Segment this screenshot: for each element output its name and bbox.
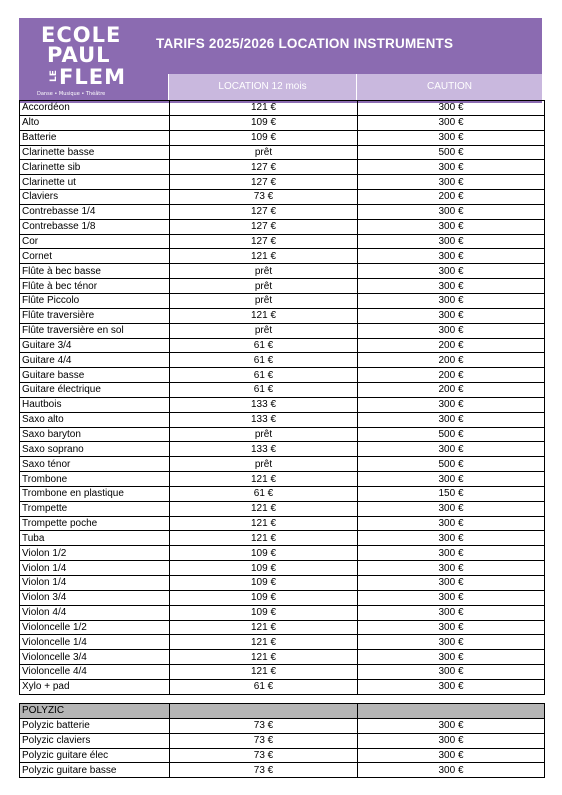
caution-price: 300 € [358, 546, 545, 561]
location-price: 127 € [170, 219, 358, 234]
location-price: 61 € [170, 383, 358, 398]
location-price: 109 € [170, 546, 358, 561]
location-price: 61 € [170, 679, 358, 694]
instrument-name: Violoncelle 3/4 [20, 650, 170, 665]
location-price: 127 € [170, 204, 358, 219]
instrument-name: Polyzic guitare élec [20, 748, 170, 763]
table-row [20, 145, 545, 160]
location-price: 121 € [170, 101, 358, 116]
polyzic-table [19, 703, 545, 778]
location-price: 127 € [170, 175, 358, 190]
location-price: prêt [170, 293, 358, 308]
instrument-name: Contrebasse 1/8 [20, 219, 170, 234]
table-row [20, 101, 545, 116]
table-row [20, 635, 545, 650]
caution-price: 300 € [358, 101, 545, 116]
instrument-name: Flûte traversière en sol [20, 323, 170, 338]
location-price: 121 € [170, 501, 358, 516]
caution-price: 300 € [358, 763, 545, 778]
table-row [20, 531, 545, 546]
caution-price: 300 € [358, 531, 545, 546]
caution-price: 150 € [358, 486, 545, 501]
location-price: 127 € [170, 234, 358, 249]
caution-price: 300 € [358, 605, 545, 620]
location-price: prêt [170, 279, 358, 294]
table-row [20, 293, 545, 308]
instrument-name: Guitare 4/4 [20, 353, 170, 368]
caution-price: 300 € [358, 733, 545, 748]
location-price: prêt [170, 427, 358, 442]
table-row [20, 249, 545, 264]
instrument-name: Clarinette ut [20, 175, 170, 190]
instrument-name: Hautbois [20, 397, 170, 412]
instrument-name: Flûte à bec basse [20, 264, 170, 279]
location-price: 121 € [170, 308, 358, 323]
logo-text-paul: PAUL [47, 43, 111, 67]
caution-price: 300 € [358, 412, 545, 427]
table-row [20, 115, 545, 130]
location-price: prêt [170, 457, 358, 472]
location-price: 121 € [170, 635, 358, 650]
location-price: 133 € [170, 412, 358, 427]
caution-price: 300 € [358, 130, 545, 145]
instrument-name: Trombone en plastique [20, 486, 170, 501]
table-row [20, 160, 545, 175]
table-row [20, 264, 545, 279]
caution-price: 200 € [358, 383, 545, 398]
location-price: 109 € [170, 605, 358, 620]
table-row [20, 679, 545, 694]
instrument-name: Saxo baryton [20, 427, 170, 442]
table-row [20, 383, 545, 398]
instrument-name: Flûte à bec ténor [20, 279, 170, 294]
caution-price: 300 € [358, 234, 545, 249]
location-price: 73 € [170, 763, 358, 778]
location-price: 109 € [170, 576, 358, 591]
instrument-name: Flûte Piccolo [20, 293, 170, 308]
caution-price: 300 € [358, 323, 545, 338]
caution-price: 300 € [358, 718, 545, 733]
location-price: 73 € [170, 733, 358, 748]
table-row [20, 590, 545, 605]
school-logo [37, 24, 133, 100]
caution-price: 300 € [358, 160, 545, 175]
caution-price: 300 € [358, 397, 545, 412]
caution-price: 200 € [358, 353, 545, 368]
table-row [20, 546, 545, 561]
table-row [20, 234, 545, 249]
caution-price: 300 € [358, 576, 545, 591]
instrument-name: Trompette poche [20, 516, 170, 531]
caution-price: 300 € [358, 590, 545, 605]
instrument-name: Saxo soprano [20, 442, 170, 457]
table-row [20, 427, 545, 442]
caution-price: 500 € [358, 457, 545, 472]
instrument-name: Xylo + pad [20, 679, 170, 694]
caution-price: 300 € [358, 472, 545, 487]
table-row [20, 397, 545, 412]
instrument-name: Polyzic guitare basse [20, 763, 170, 778]
table-row [20, 219, 545, 234]
table-row [20, 516, 545, 531]
location-price: 61 € [170, 353, 358, 368]
column-header-caution: CAUTION [356, 74, 542, 100]
instrument-name: Tuba [20, 531, 170, 546]
caution-price: 300 € [358, 293, 545, 308]
location-price: 109 € [170, 130, 358, 145]
location-price: 121 € [170, 620, 358, 635]
instrument-name: Claviers [20, 190, 170, 205]
location-price: 109 € [170, 115, 358, 130]
table-row [20, 204, 545, 219]
location-price: 121 € [170, 531, 358, 546]
caution-price: 300 € [358, 264, 545, 279]
table-row [20, 353, 545, 368]
instrument-name: Guitare basse [20, 368, 170, 383]
table-row [20, 130, 545, 145]
logo-text-ecole: ECOLE [41, 23, 122, 47]
table-row [20, 576, 545, 591]
location-price: prêt [170, 323, 358, 338]
location-price: 133 € [170, 442, 358, 457]
caution-price: 500 € [358, 427, 545, 442]
caution-price: 300 € [358, 650, 545, 665]
instrument-name: Violon 4/4 [20, 605, 170, 620]
caution-price: 300 € [358, 635, 545, 650]
caution-price: 300 € [358, 249, 545, 264]
caution-price: 200 € [358, 368, 545, 383]
polyzic-header-blank-caution [358, 704, 545, 719]
instrument-name: Violoncelle 1/2 [20, 620, 170, 635]
table-row [20, 175, 545, 190]
caution-price: 300 € [358, 516, 545, 531]
table-row [20, 763, 545, 778]
table-row [20, 501, 545, 516]
table-row [20, 308, 545, 323]
instrument-name: Saxo alto [20, 412, 170, 427]
table-row [20, 279, 545, 294]
caution-price: 300 € [358, 561, 545, 576]
location-price: 61 € [170, 338, 358, 353]
instrument-name: Cornet [20, 249, 170, 264]
caution-price: 300 € [358, 279, 545, 294]
location-price: 121 € [170, 650, 358, 665]
page-title: TARIFS 2025/2026 LOCATION INSTRUMENTS [156, 36, 454, 51]
caution-price: 200 € [358, 190, 545, 205]
table-row [20, 561, 545, 576]
table-row [20, 650, 545, 665]
rental-price-table [19, 100, 545, 695]
table-row [20, 748, 545, 763]
location-price: 73 € [170, 190, 358, 205]
caution-price: 300 € [358, 501, 545, 516]
location-price: prêt [170, 145, 358, 160]
caution-price: 300 € [358, 175, 545, 190]
instrument-name: Violon 1/2 [20, 546, 170, 561]
instrument-name: Alto [20, 115, 170, 130]
table-row [20, 620, 545, 635]
location-price: 61 € [170, 368, 358, 383]
instrument-name: Cor [20, 234, 170, 249]
instrument-name: Violon 1/4 [20, 576, 170, 591]
column-header-location: LOCATION 12 mois [168, 74, 356, 100]
table-row [20, 338, 545, 353]
location-price: 121 € [170, 665, 358, 680]
instrument-name: Trompette [20, 501, 170, 516]
instrument-name: Contrebasse 1/4 [20, 204, 170, 219]
polyzic-header-blank-location [170, 704, 358, 719]
instrument-name: Saxo ténor [20, 457, 170, 472]
table-row [20, 457, 545, 472]
caution-price: 300 € [358, 665, 545, 680]
table-row [20, 718, 545, 733]
instrument-name: Clarinette basse [20, 145, 170, 160]
location-price: 133 € [170, 397, 358, 412]
caution-price: 300 € [358, 204, 545, 219]
caution-price: 300 € [358, 748, 545, 763]
table-row [20, 733, 545, 748]
location-price: 121 € [170, 249, 358, 264]
caution-price: 200 € [358, 338, 545, 353]
instrument-name: Polyzic claviers [20, 733, 170, 748]
caution-price: 300 € [358, 442, 545, 457]
instrument-name: Polyzic batterie [20, 718, 170, 733]
caution-price: 500 € [358, 145, 545, 160]
instrument-name: Clarinette sib [20, 160, 170, 175]
caution-price: 300 € [358, 219, 545, 234]
logo-text-le: LE [48, 70, 59, 82]
instrument-name: Flûte traversière [20, 308, 170, 323]
caution-price: 300 € [358, 620, 545, 635]
table-row [20, 665, 545, 680]
table-row [20, 472, 545, 487]
caution-price: 300 € [358, 679, 545, 694]
logo-tagline: Danse • Musique • Théâtre [37, 91, 106, 97]
location-price: 61 € [170, 486, 358, 501]
instrument-name: Guitare électrique [20, 383, 170, 398]
location-price: 73 € [170, 718, 358, 733]
caution-price: 300 € [358, 115, 545, 130]
table-row [20, 442, 545, 457]
instrument-name: Violon 1/4 [20, 561, 170, 576]
location-price: 121 € [170, 516, 358, 531]
instrument-name: Violoncelle 1/4 [20, 635, 170, 650]
instrument-name: Violoncelle 4/4 [20, 665, 170, 680]
location-price: 127 € [170, 160, 358, 175]
instrument-name: Violon 3/4 [20, 590, 170, 605]
table-row [20, 368, 545, 383]
logo-text-flem: FLEM [59, 65, 126, 89]
location-price: 121 € [170, 472, 358, 487]
polyzic-section-title: POLYZIC [20, 704, 170, 719]
caution-price: 300 € [358, 308, 545, 323]
location-price: 109 € [170, 561, 358, 576]
instrument-name: Batterie [20, 130, 170, 145]
location-price: 73 € [170, 748, 358, 763]
instrument-name: Guitare 3/4 [20, 338, 170, 353]
table-row [20, 323, 545, 338]
location-price: 109 € [170, 590, 358, 605]
table-row [20, 412, 545, 427]
polyzic-section-header [20, 704, 545, 719]
table-row [20, 486, 545, 501]
instrument-name: Accordéon [20, 101, 170, 116]
instrument-name: Trombone [20, 472, 170, 487]
location-price: prêt [170, 264, 358, 279]
table-row [20, 605, 545, 620]
table-row [20, 190, 545, 205]
